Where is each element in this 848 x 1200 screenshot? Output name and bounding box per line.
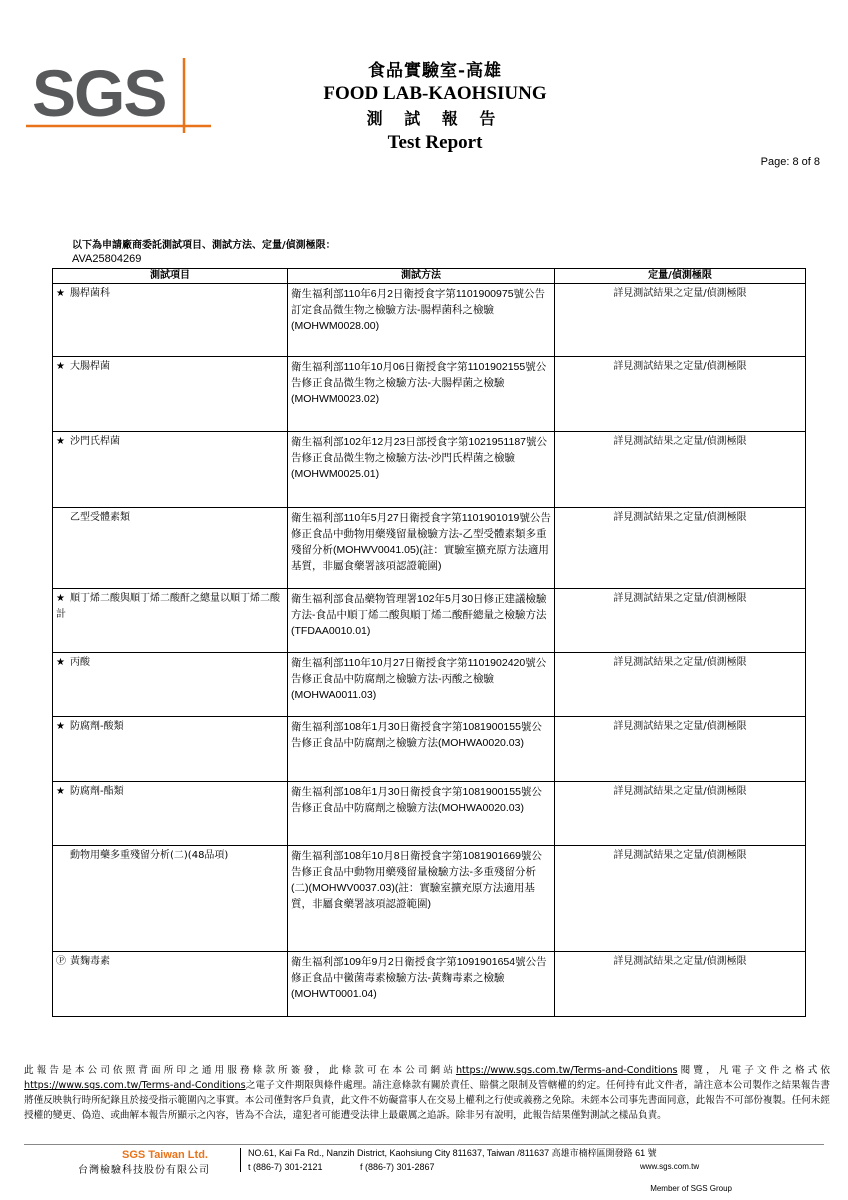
test-item: 腸桿菌科 — [70, 288, 110, 299]
accreditation-mark: ★ — [56, 361, 65, 372]
accreditation-mark: ★ — [56, 721, 65, 732]
test-method: 衛生福利部108年10月8日衛授食字第1081901669號公告修正食品中動物用藥殘留量檢驗方法-多重殘留分析(二)(MOHWV0037.03)(註：實驗室擴充原方法適用基質，非屬食藥署該項認證範圍) — [288, 846, 555, 952]
footer-divider — [24, 1144, 824, 1145]
report-title-block — [300, 60, 570, 155]
table-row — [53, 846, 806, 952]
header-test-method: 測試方法 — [288, 269, 555, 284]
test-item-cell — [53, 284, 288, 357]
test-method: 衛生福利部110年5月27日衛授食字第1101901019號公告修正食品中動物用藥殘留量檢驗方法-乙型受體素類多重殘留分析(MOHWV0041.05)(註：實驗室擴充原方法適用基質，非屬食藥署該項認證範圍) — [288, 508, 555, 589]
company-name-en: SGS Taiwan Ltd. — [122, 1149, 208, 1161]
test-limit: 詳見測試結果之定量/偵測極限 — [555, 846, 806, 952]
test-method: 衛生福利部110年10月06日衛授食字第1101902155號公告修正食品微生物之檢驗方法-大腸桿菌之檢驗(MOHWM0023.02) — [288, 357, 555, 432]
footer-separator — [240, 1148, 241, 1172]
test-item-cell — [53, 653, 288, 717]
page-number: Page: 8 of 8 — [760, 156, 820, 168]
table-row — [53, 782, 806, 846]
test-limit: 詳見測試結果之定量/偵測極限 — [555, 952, 806, 1017]
company-name-zh: 台灣檢驗科技股份有限公司 — [78, 1165, 210, 1176]
test-limit: 詳見測試結果之定量/偵測極限 — [555, 717, 806, 782]
test-item-cell — [53, 589, 288, 653]
table-header-row — [53, 269, 806, 284]
test-item: 防腐劑-酸類 — [70, 721, 124, 732]
disclaimer-part-1: 此報告是本公司依照背面所印之通用服務條款所簽發，此條款可在本公司網站 — [24, 1065, 456, 1076]
test-limit: 詳見測試結果之定量/偵測極限 — [555, 357, 806, 432]
table-row — [53, 653, 806, 717]
disclaimer-part-2: 閱覽，凡電子文件之格式依 — [677, 1065, 831, 1076]
test-item: 乙型受體素類 — [70, 512, 130, 523]
test-limit: 詳見測試結果之定量/偵測極限 — [555, 653, 806, 717]
sgs-logo — [26, 58, 211, 133]
test-method: 衛生福利部108年1月30日衛授食字第1081900155號公告修正食品中防腐劑之檢驗方法(MOHWA0020.03) — [288, 782, 555, 846]
accreditation-mark: ★ — [56, 436, 65, 447]
test-limit: 詳見測試結果之定量/偵測極限 — [555, 782, 806, 846]
test-method: 衛生福利部110年6月2日衛授食字第1101900975號公告訂定食品微生物之檢驗方法-腸桿菌科之檢驗(MOHWM0028.00) — [288, 284, 555, 357]
test-limit: 詳見測試結果之定量/偵測極限 — [555, 508, 806, 589]
test-item: 動物用藥多重殘留分析(二)(48品項) — [70, 850, 229, 861]
table-row — [53, 432, 806, 508]
table-row — [53, 284, 806, 357]
test-method: 衛生福利部110年10月27日衛授食字第1101902420號公告修正食品中防腐劑之檢驗方法-丙酸之檢驗(MOHWA0011.03) — [288, 653, 555, 717]
test-item-cell — [53, 952, 288, 1017]
accreditation-mark: ★ — [56, 786, 65, 797]
accreditation-mark: ★ — [56, 657, 65, 668]
test-item: 沙門氏桿菌 — [70, 436, 120, 447]
test-item-cell — [53, 508, 288, 589]
company-contact — [248, 1146, 657, 1174]
accreditation-mark: Ⓟ — [56, 956, 66, 967]
title-zh: 食品實驗室-高雄 — [367, 61, 503, 81]
company-fax: f (886-7) 301-2867 — [360, 1162, 435, 1172]
table-row — [53, 952, 806, 1017]
test-item-cell — [53, 357, 288, 432]
table-row — [53, 508, 806, 589]
table-row — [53, 357, 806, 432]
test-item: 黃麴毒素 — [70, 956, 110, 967]
test-method: 衛生福利部102年12月23日部授食字第1021951187號公告修正食品微生物之檢驗方法-沙門氏桿菌之檢驗(MOHWM0025.01) — [288, 432, 555, 508]
test-item-cell — [53, 432, 288, 508]
test-method: 衛生福利部食品藥物管理署102年5月30日修正建議檢驗方法-食品中順丁烯二酸與順丁烯二酸酐總量之檢驗方法(TFDAA0010.01) — [288, 589, 555, 653]
report-zh: 測 試 報 告 — [366, 109, 504, 128]
test-methods-table — [52, 268, 806, 1017]
test-method: 衛生福利部108年1月30日衛授食字第1081900155號公告修正食品中防腐劑之檢驗方法(MOHWA0020.03) — [288, 717, 555, 782]
table-row — [53, 589, 806, 653]
test-limit: 詳見測試結果之定量/偵測極限 — [555, 284, 806, 357]
test-item-cell — [53, 846, 288, 952]
test-item: 丙酸 — [70, 657, 90, 668]
report-number: AVA25804269 — [72, 253, 142, 265]
test-item-cell — [53, 782, 288, 846]
accreditation-mark: ★ — [56, 593, 65, 604]
test-method: 衛生福利部109年9月2日衛授食字第1091901654號公告修正食品中黴菌毒素檢驗方法-黃麴毒素之檢驗(MOHWT0001.04) — [288, 952, 555, 1017]
company-address: NO.61, Kai Fa Rd., Nanzih District, Kaohsiung City 811637, Taiwan /811637 高雄市楠梓區開發路 61 號 — [248, 1148, 657, 1158]
accreditation-mark: ★ — [56, 288, 65, 299]
header-limit: 定量/偵測極限 — [555, 269, 806, 284]
report-en: Test Report — [387, 132, 483, 153]
test-item-cell — [53, 717, 288, 782]
test-item: 順丁烯二酸與順丁烯二酸酐之總量以順丁烯二酸計 — [56, 593, 280, 620]
company-website[interactable]: www.sgs.com.tw — [640, 1162, 700, 1171]
disclaimer-part-3: 之電子文件期限與條件處理。請注意條款有關於責任、賠償之限制及管轄權的約定。任何持有此文件者，請注意本公司製作之結果報告書將僅反映執行時所紀錄且於接受指示範圍內之事實。本公司僅對客戶負責，此文件不妨礙當事人在交易上權利之行使或義務之免除。未經本公司事先書面同意，此報告不可部份複製。任何未經授權的變更、偽造、或曲解本報告所顯示之內容，皆為不合法，違犯者可能遭受法律上最嚴厲之追訴。除非另有說明，此報告結果僅對測試之樣品負責。 — [24, 1080, 830, 1121]
test-limit: 詳見測試結果之定量/偵測極限 — [555, 589, 806, 653]
title-en: FOOD LAB-KAOHSIUNG — [323, 83, 547, 104]
company-phone: t (886-7) 301-2121 — [248, 1162, 323, 1172]
terms-link-2[interactable]: https://www.sgs.com.tw/Terms-and-Conditions — [24, 1080, 246, 1091]
test-item: 防腐劑-酯類 — [70, 786, 124, 797]
test-item: 大腸桿菌 — [70, 361, 110, 372]
test-limit: 詳見測試結果之定量/偵測極限 — [555, 432, 806, 508]
header-test-item: 測試項目 — [53, 269, 288, 284]
member-of-group: Member of SGS Group — [650, 1184, 732, 1193]
logo-text: SGS — [32, 58, 166, 130]
terms-link-1[interactable]: https://www.sgs.com.tw/Terms-and-Conditions — [455, 1065, 678, 1076]
intro-text: 以下為申請廠商委託測試項目、測試方法、定量/偵測極限： — [72, 240, 336, 251]
terms-disclaimer — [24, 1063, 830, 1123]
table-row — [53, 717, 806, 782]
